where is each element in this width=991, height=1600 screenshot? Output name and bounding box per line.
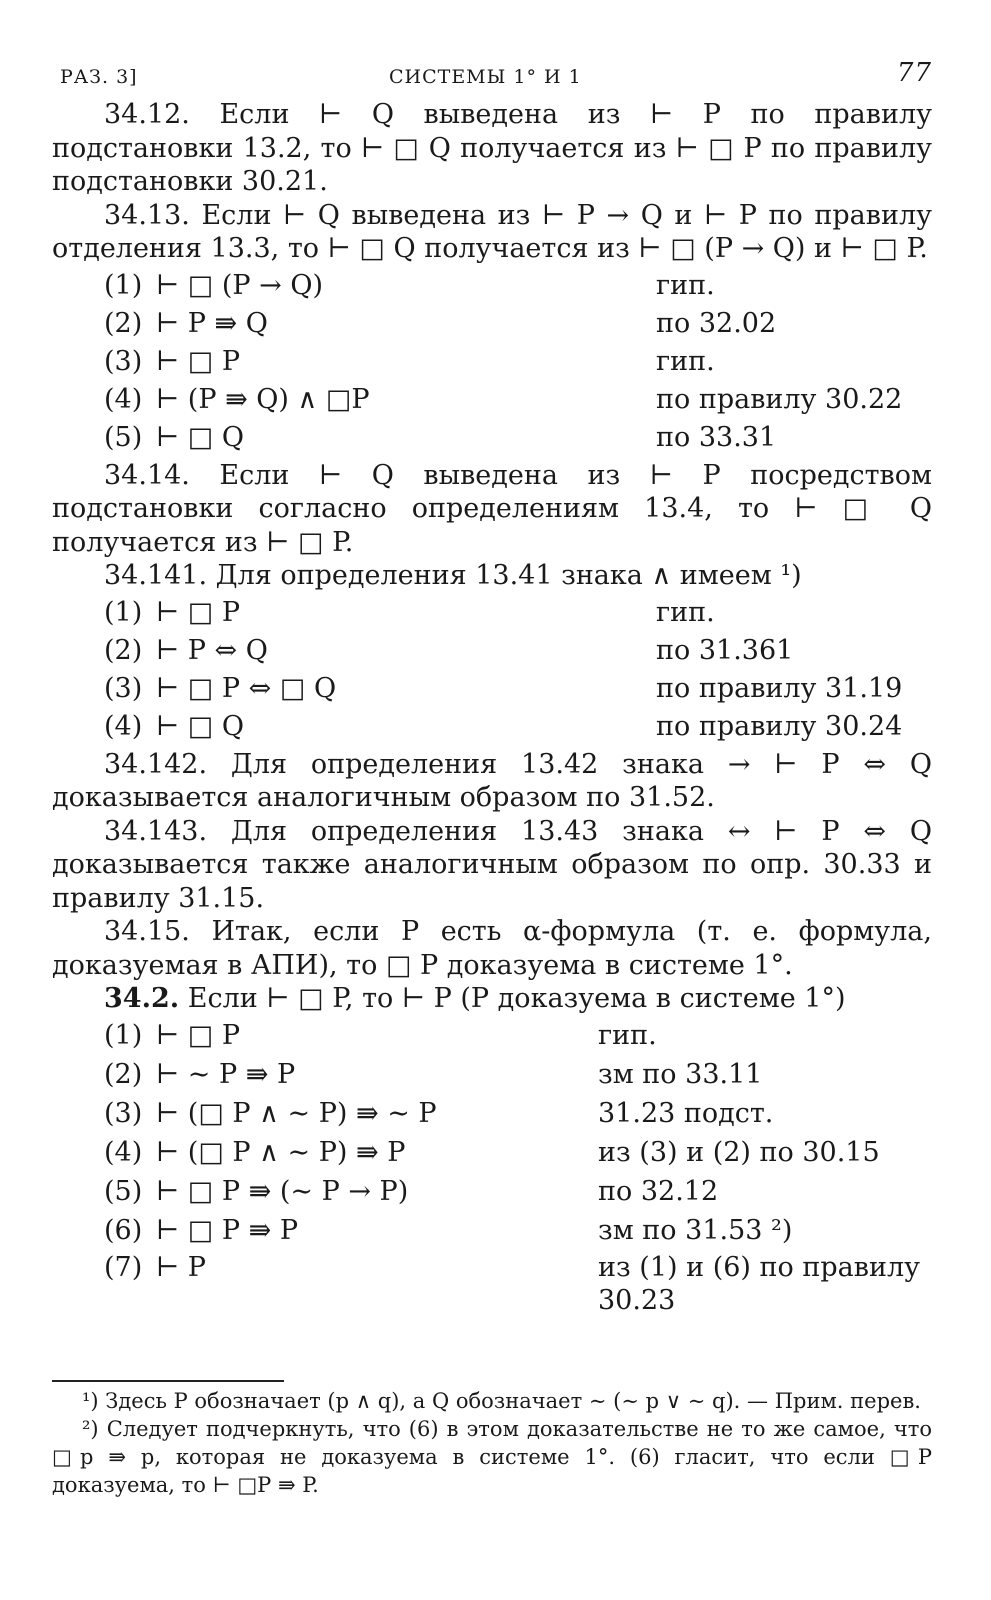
footnotes — [52, 1387, 932, 1499]
step-justification: гип. — [656, 596, 715, 628]
proof-step — [52, 708, 932, 746]
step-justification: по правилу 30.22 — [656, 383, 903, 415]
step-number: (5) — [104, 1176, 143, 1208]
theorem-number: 34.2. — [104, 983, 180, 1014]
step-formula: ⊢ □ (P → Q) — [156, 269, 324, 301]
step-formula: ⊢ ∼ P ⇛ P — [156, 1059, 296, 1091]
step-justification: зм по 31.53 ²) — [598, 1215, 793, 1247]
proof-step — [52, 267, 932, 305]
paragraph-34-2 — [52, 982, 932, 1016]
step-formula: ⊢ □ P — [156, 596, 241, 628]
step-justification: гип. — [656, 345, 715, 377]
step-number: (5) — [104, 421, 143, 453]
paragraph-34-142: 34.142. Для определения 13.42 знака → ⊢ P ⇔ Q доказывается аналогичным образом по 31.52. — [52, 748, 932, 813]
step-number: (1) — [104, 596, 143, 628]
step-formula: ⊢ □ Q — [156, 421, 245, 453]
step-number: (7) — [104, 1251, 143, 1283]
theorem-text: Если ⊢ □ P, то ⊢ P (P доказуема в системе 1°) — [187, 983, 846, 1014]
step-formula: ⊢ □ P ⇛ P — [156, 1215, 299, 1247]
step-number: (1) — [104, 1020, 143, 1052]
book-page — [52, 52, 932, 1497]
paragraph-34-13: 34.13. Если ⊢ Q выведена из ⊢ P → Q и ⊢ P по правилу отделения 13.3, то ⊢ □ Q получается из ⊢ □ (P → Q) и ⊢ □ P. — [52, 199, 932, 264]
step-formula: ⊢ □ P ⇔ □ Q — [156, 672, 337, 704]
step-number: (2) — [104, 634, 143, 666]
proof-step — [52, 1095, 932, 1134]
step-formula: ⊢ (□ P ∧ ∼ P) ⇛ ∼ P — [156, 1098, 437, 1130]
step-number: (1) — [104, 269, 143, 301]
step-justification: из (3) и (2) по 30.15 — [598, 1137, 880, 1169]
proof-step — [52, 305, 932, 343]
step-formula: ⊢ (P ⇛ Q) ∧ □P — [156, 383, 370, 415]
proof-34-2 — [52, 1017, 932, 1318]
step-number: (4) — [104, 383, 143, 415]
step-justification: по правилу 31.19 — [656, 672, 903, 704]
step-number: (2) — [104, 307, 143, 339]
page-body — [52, 98, 932, 1318]
running-header — [52, 52, 932, 92]
paragraph-34-14: 34.14. Если ⊢ Q выведена из ⊢ P посредством подстановки согласно определениям 13.4, то ⊢ □ Q получается из ⊢ □ P. — [52, 459, 932, 558]
step-formula: ⊢ □ P — [156, 345, 241, 377]
step-justification: гип. — [656, 269, 715, 301]
step-formula: ⊢ P ⇛ Q — [156, 307, 268, 339]
proof-step — [52, 1017, 932, 1056]
step-number: (4) — [104, 1137, 143, 1169]
step-formula: ⊢ P ⇔ Q — [156, 634, 268, 666]
proof-step — [52, 632, 932, 670]
footnote-rule — [52, 1380, 284, 1382]
step-formula: ⊢ P — [156, 1251, 206, 1283]
step-justification: 31.23 подст. — [598, 1098, 774, 1130]
proof-step — [52, 419, 932, 457]
step-number: (3) — [104, 1098, 143, 1130]
footnote-2: ²) Следует подчеркнуть, что (6) в этом доказательстве не то же самое, что □p ⇛ p, которая не доказуема в системе 1°. (6) гласит, что если □P доказуема, то ⊢ □P ⇛ P. — [52, 1417, 932, 1497]
step-justification: по 31.361 — [656, 634, 794, 666]
proof-step — [52, 594, 932, 632]
proof-step — [52, 1056, 932, 1095]
page-number: 77 — [896, 58, 932, 88]
proof-step — [52, 1212, 932, 1251]
step-number: (3) — [104, 672, 143, 704]
paragraph-34-141: 34.141. Для определения 13.41 знака ∧ имеем ¹) — [104, 560, 802, 591]
step-justification: по 32.12 — [598, 1176, 719, 1208]
paragraph-34-143: 34.143. Для определения 13.43 знака ↔ ⊢ P ⇔ Q доказывается также аналогичным образом по опр. 30.33 и правилу 31.15. — [52, 815, 932, 914]
section-label: РАЗ. 3] — [60, 66, 138, 88]
proof-step — [52, 381, 932, 419]
chapter-title: СИСТЕМЫ 1° И 1 — [389, 66, 582, 88]
step-number: (4) — [104, 710, 143, 742]
proof-34-13 — [52, 267, 932, 457]
paragraph-34-12: 34.12. Если ⊢ Q выведена из ⊢ P по правилу подстановки 13.2, то ⊢ □ Q получается из ⊢ □ P по правилу подстановки 30.21. — [52, 99, 932, 197]
step-justification: гип. — [598, 1020, 657, 1052]
step-number: (6) — [104, 1215, 143, 1247]
proof-step — [52, 343, 932, 381]
step-formula: ⊢ (□ P ∧ ∼ P) ⇛ P — [156, 1137, 406, 1169]
step-justification: из (1) и (6) по правилу 30.23 — [598, 1251, 920, 1316]
step-formula: ⊢ □ P — [156, 1020, 241, 1052]
proof-step — [52, 1251, 932, 1318]
step-formula: ⊢ □ P ⇛ (∼ P → P) — [156, 1176, 409, 1208]
step-justification: по 32.02 — [656, 307, 777, 339]
step-justification: по правилу 30.24 — [656, 710, 903, 742]
step-number: (3) — [104, 345, 143, 377]
step-justification: зм по 33.11 — [598, 1059, 763, 1091]
paragraph-34-15: 34.15. Итак, если P есть α-формула (т. е. формула, доказуемая в АПИ), то □ P доказуема в системе 1°. — [52, 916, 932, 981]
step-formula: ⊢ □ Q — [156, 710, 245, 742]
footnote-1: ¹) Здесь P обозначает (p ∧ q), а Q обозначает ∼ (∼ p ∨ ∼ q). — Прим. перев. — [82, 1389, 921, 1413]
step-justification: по 33.31 — [656, 421, 777, 453]
proof-step — [52, 1173, 932, 1212]
proof-34-141 — [52, 594, 932, 746]
proof-step — [52, 1134, 932, 1173]
proof-step — [52, 670, 932, 708]
step-number: (2) — [104, 1059, 143, 1091]
